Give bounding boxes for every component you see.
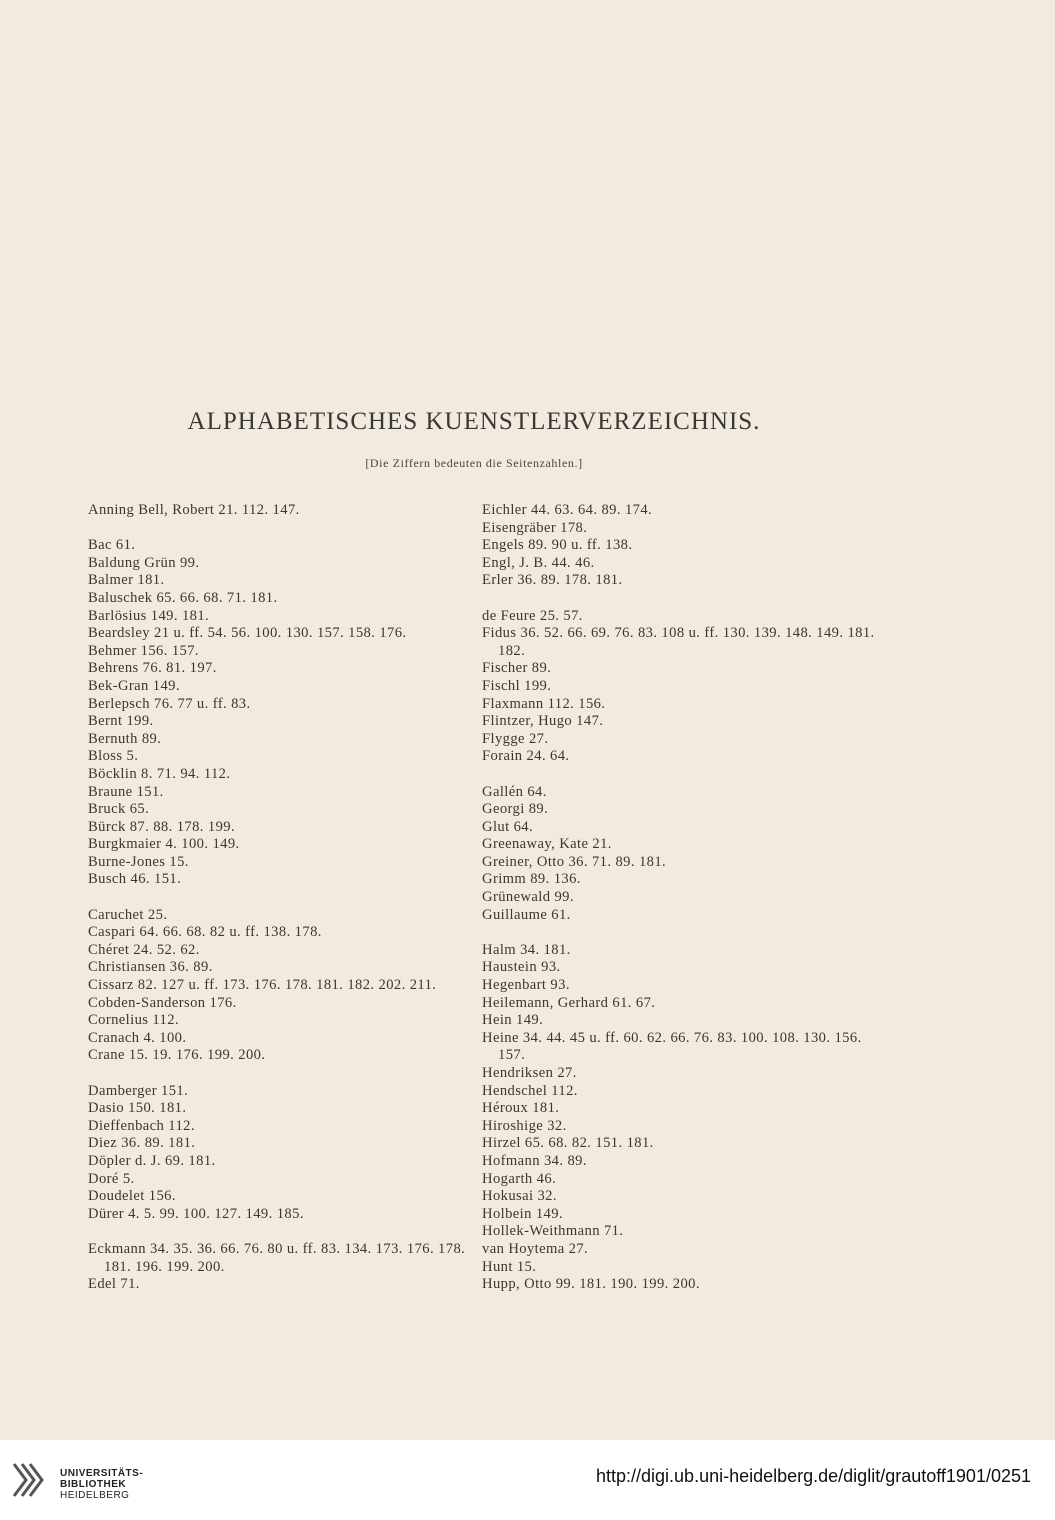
- index-entry: Guillaume 61.: [482, 906, 571, 923]
- library-name-line3: HEIDELBERG: [60, 1490, 130, 1501]
- index-column-right: [482, 502, 882, 1294]
- index-entry: Greiner, Otto 36. 71. 89. 181.: [482, 853, 667, 870]
- index-entry: Behmer 156. 157.: [88, 642, 199, 659]
- index-entry: Fidus 36. 52. 66. 69. 76. 83. 108 u. ff. 130. 139. 148. 149. 181. 182.: [482, 625, 875, 659]
- index-entry: Fischer 89.: [482, 660, 552, 677]
- index-entry: Engels 89. 90 u. ff. 138.: [482, 537, 633, 554]
- index-entry: Barlösius 149. 181.: [88, 607, 210, 624]
- index-entry: Hiroshige 32.: [482, 1117, 567, 1134]
- source-url-link[interactable]: http://digi.ub.uni-heidelberg.de/diglit/grautoff1901/0251: [596, 1466, 1031, 1486]
- index-entry: Erler 36. 89. 178. 181.: [482, 572, 623, 589]
- index-entry: Hupp, Otto 99. 181. 190. 199. 200.: [482, 1276, 700, 1293]
- index-entry: Eichler 44. 63. 64. 89. 174.: [482, 502, 653, 518]
- index-entry: Bloss 5.: [88, 748, 139, 765]
- index-entry: Baluschek 65. 66. 68. 71. 181.: [88, 589, 278, 606]
- page-subtitle: [Die Ziffern bedeuten die Seitenzahlen.]: [365, 456, 583, 470]
- index-entry: Beardsley 21 u. ff. 54. 56. 100. 130. 157. 158. 176.: [88, 625, 407, 642]
- library-name-line1: UNIVERSITÄTS-: [60, 1468, 144, 1479]
- index-entry: Hendschel 112.: [482, 1082, 578, 1099]
- index-entry: Flygge 27.: [482, 730, 549, 747]
- index-entry: Halm 34. 181.: [482, 941, 571, 958]
- index-entry: Dürer 4. 5. 99. 100. 127. 149. 185.: [88, 1205, 304, 1222]
- index-entry: Cornelius 112.: [88, 1012, 179, 1029]
- index-entry: Doré 5.: [88, 1170, 135, 1187]
- index-entry: Döpler d. J. 69. 181.: [88, 1152, 216, 1169]
- index-entry: Cobden-Sanderson 176.: [88, 994, 237, 1011]
- index-entry: Grimm 89. 136.: [482, 871, 581, 888]
- index-entry: Flintzer, Hugo 147.: [482, 713, 604, 730]
- footer-bar: [0, 1440, 1055, 1520]
- index-entry: Diez 36. 89. 181.: [88, 1135, 196, 1152]
- index-entry: Damberger 151.: [88, 1082, 189, 1099]
- index-entry: Anning Bell, Robert 21. 112. 147.: [88, 502, 300, 518]
- index-entry: Heilemann, Gerhard 61. 67.: [482, 994, 656, 1011]
- index-entry: Dasio 150. 181.: [88, 1100, 187, 1117]
- index-entry: Hendriksen 27.: [482, 1065, 577, 1081]
- index-entry: Hegenbart 93.: [482, 977, 570, 994]
- index-entry: Balmer 181.: [88, 572, 165, 589]
- index-entry: Hunt 15.: [482, 1258, 537, 1275]
- index-entry: Haustein 93.: [482, 959, 561, 976]
- index-entry: Engl, J. B. 44. 46.: [482, 554, 595, 571]
- index-entry: Cissarz 82. 127 u. ff. 173. 176. 178. 181. 182. 202. 211.: [88, 977, 437, 994]
- index-entry: Eckmann 34. 35. 36. 66. 76. 80 u. ff. 83. 134. 173. 176. 178. 181. 196. 199. 200.: [88, 1240, 466, 1275]
- index-entry: Caruchet 25.: [88, 906, 168, 923]
- index-entry: Caspari 64. 66. 68. 82 u. ff. 138. 178.: [88, 924, 322, 941]
- index-column-left: [88, 502, 468, 1294]
- index-entry: Hein 149.: [482, 1012, 544, 1029]
- index-entry: Busch 46. 151.: [88, 871, 182, 888]
- index-entry: Bernt 199.: [88, 713, 154, 730]
- index-entry: Bek-Gran 149.: [88, 677, 180, 694]
- index-entry: Héroux 181.: [482, 1100, 560, 1117]
- index-entry: de Feure 25. 57.: [482, 607, 583, 624]
- index-entry: Bernuth 89.: [88, 730, 162, 747]
- index-entry: Grünewald 99.: [482, 889, 574, 906]
- index-entry: Bruck 65.: [88, 801, 150, 818]
- index-entry: Doudelet 156.: [88, 1188, 176, 1205]
- index-entry: Hofmann 34. 89.: [482, 1152, 587, 1169]
- index-entry: Behrens 76. 81. 197.: [88, 660, 217, 677]
- index-entry: Christiansen 36. 89.: [88, 959, 213, 976]
- index-entry: Edel 71.: [88, 1276, 140, 1293]
- index-entry: Glut 64.: [482, 818, 534, 835]
- index-entry: Baldung Grün 99.: [88, 554, 200, 571]
- index-entry: Hokusai 32.: [482, 1188, 557, 1205]
- index-entry: Hirzel 65. 68. 82. 151. 181.: [482, 1135, 654, 1152]
- index-entry: Bürck 87. 88. 178. 199.: [88, 818, 236, 835]
- page-title: ALPHABETISCHES KUENSTLERVERZEICHNIS.: [187, 408, 761, 435]
- index-entry: Flaxmann 112. 156.: [482, 695, 606, 712]
- index-entry: Forain 24. 64.: [482, 748, 570, 765]
- index-entry: Cranach 4. 100.: [88, 1029, 187, 1046]
- university-library-logo-icon: [10, 1456, 54, 1504]
- index-entry: Gallén 64.: [482, 783, 547, 800]
- index-entry: Greenaway, Kate 21.: [482, 836, 612, 853]
- index-entry: Fischl 199.: [482, 677, 552, 694]
- index-entry: Holbein 149.: [482, 1205, 564, 1222]
- index-entry: Burgkmaier 4. 100. 149.: [88, 836, 240, 853]
- index-entry: van Hoytema 27.: [482, 1240, 589, 1257]
- index-entry: Crane 15. 19. 176. 199. 200.: [88, 1047, 266, 1064]
- index-entry: Bac 61.: [88, 537, 136, 554]
- index-entry: Berlepsch 76. 77 u. ff. 83.: [88, 695, 251, 712]
- index-entry: Chéret 24. 52. 62.: [88, 941, 200, 958]
- index-entry: Hollek-Weithmann 71.: [482, 1223, 624, 1240]
- index-entry: Burne-Jones 15.: [88, 853, 189, 870]
- library-name-line2: BIBLIOTHEK: [60, 1479, 127, 1490]
- index-entry: Hogarth 46.: [482, 1170, 557, 1187]
- index-entry: Dieffenbach 112.: [88, 1117, 195, 1134]
- index-entry: Braune 151.: [88, 783, 164, 800]
- index-entry: Eisengräber 178.: [482, 519, 588, 536]
- library-name: [60, 1468, 143, 1501]
- index-entry: Heine 34. 44. 45 u. ff. 60. 62. 66. 76. 83. 100. 108. 130. 156. 157.: [482, 1029, 862, 1064]
- index-entry: Georgi 89.: [482, 801, 549, 818]
- index-entry: Böcklin 8. 71. 94. 112.: [88, 765, 231, 782]
